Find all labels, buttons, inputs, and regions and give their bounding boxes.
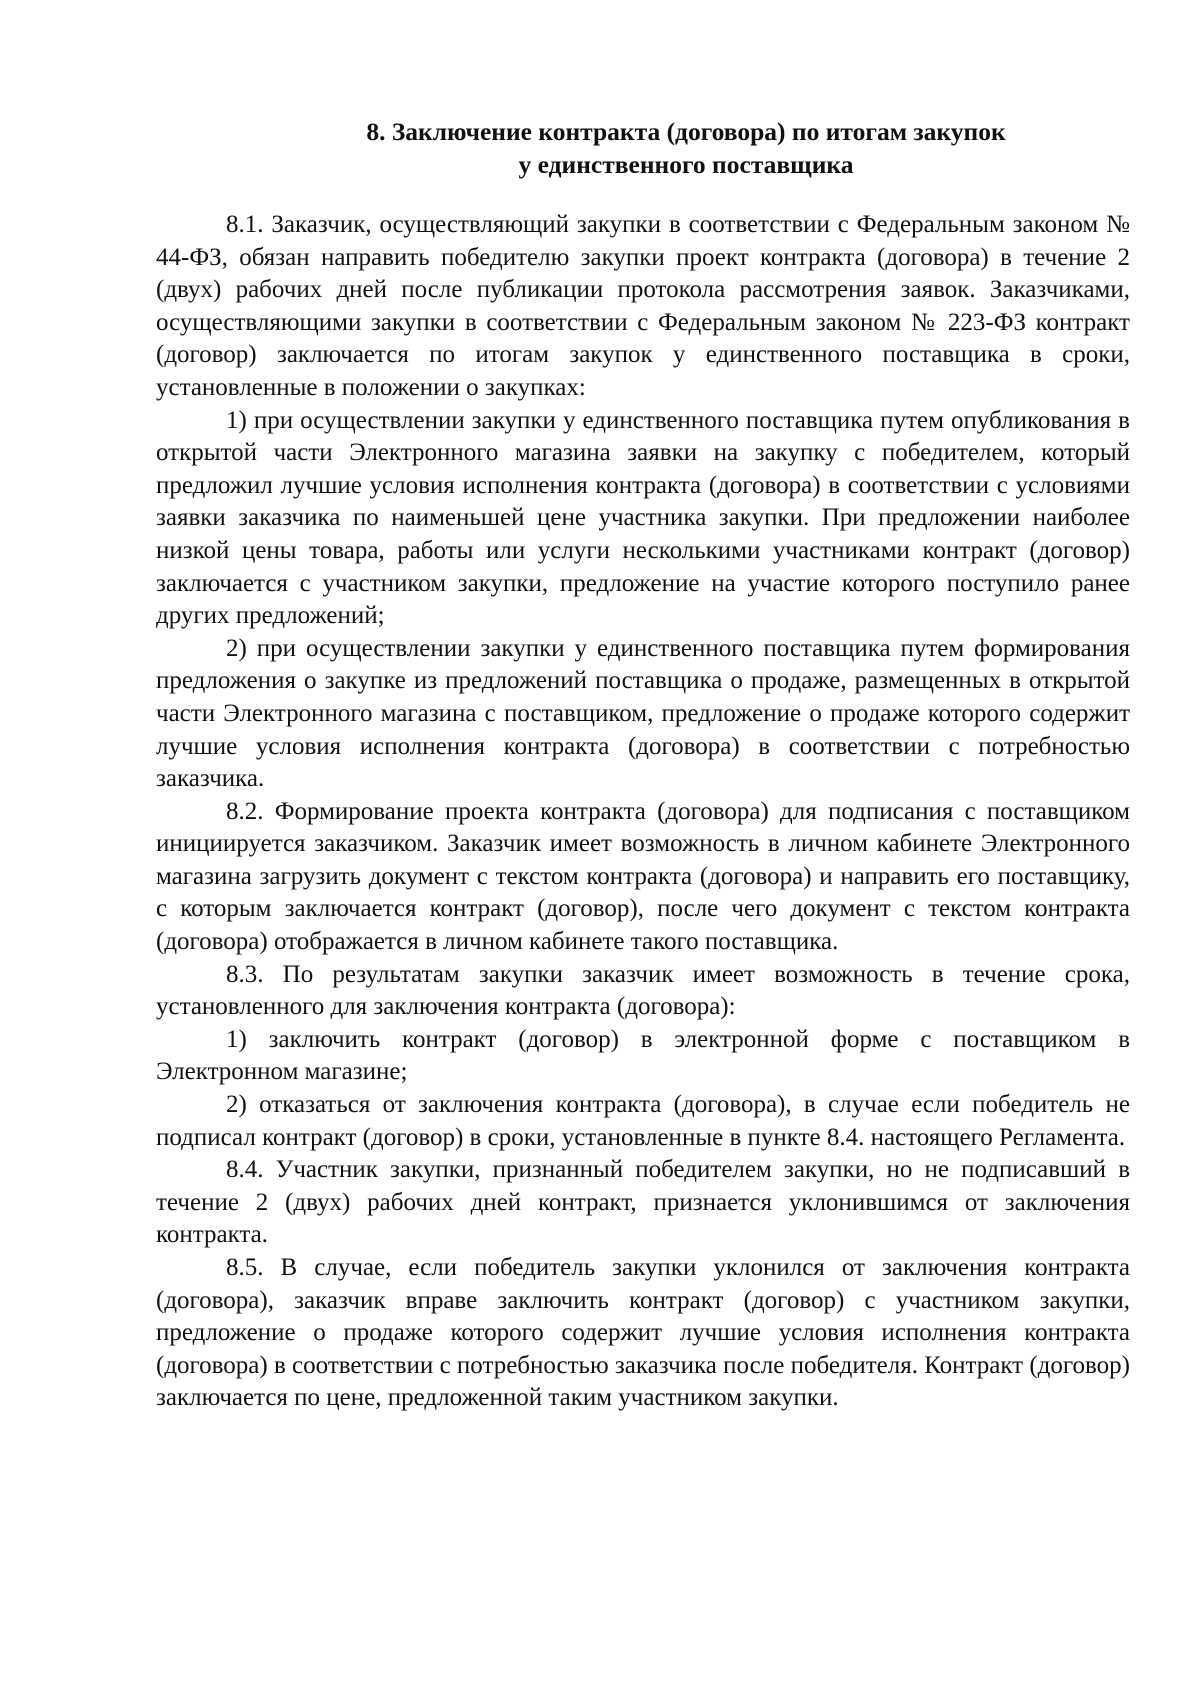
section-heading-line-1: 8. Заключение контракта (договора) по итогам закупок [366, 117, 1006, 146]
paragraph-8-5: 8.5. В случае, если победитель закупки уклонился от заключения контракта (договора), заказчик вправе заключить контракт (договор) с участником закупки, предложение о продаже которого содержит лучшие условия исполнения контракта (договора) в соответствии с потребностью заказчика после победителя. Контракт (договор) заключается по цене, предложенной таким участником закупки. [156, 1254, 1130, 1412]
paragraph-8-3: 8.3. По результатам закупки заказчик имеет возможность в течение срока, установленного для заключения контракта (договора): [156, 960, 1130, 1021]
document-body [156, 115, 1130, 1415]
paragraph-8-1-item-2: 2) при осуществлении закупки у единственного поставщика путем формирования предложения о закупке из предложений поставщика о продаже, размещенных в открытой части Электронного магазина с поставщиком, предложение о продаже которого содержит лучшие условия исполнения контракта (договора) в соответствии с потребностью заказчика. [156, 634, 1130, 793]
paragraph-8-2: 8.2. Формирование проекта контракта (договора) для подписания с поставщиком инициируется заказчиком. Заказчик имеет возможность в личном кабинете Электронного магазина загрузить документ с текстом контракта (договора) и направить его поставщику, с которым заключается контракт (договор), после чего документ с текстом контракта (договора) отображается в личном кабинете такого поставщика. [156, 797, 1130, 956]
section-heading-line-2: у единственного поставщика [518, 150, 854, 179]
section-heading [156, 115, 1130, 181]
paragraph-8-1-item-1: 1) при осуществлении закупки у единственного поставщика путем опубликования в открытой части Электронного магазина заявки на закупку с победителем, который предложил лучшие условия исполнения контракта (договора) в соответствии с условиями заявки заказчика по наименьшей цене участника закупки. При предложении наиболее низкой цены товара, работы или услуги несколькими участниками контракт (договор) заключается с участником закупки, предложение на участие которого поступило ранее других предложений; [156, 406, 1130, 630]
paragraph-8-1: 8.1. Заказчик, осуществляющий закупки в соответствии с Федеральным законом № 44-ФЗ, обязан направить победителю закупки проект контракта (договора) в течение 2 (двух) рабочих дней после публикации протокола рассмотрения заявок. Заказчиками, осуществляющими закупки в соответствии с Федеральным законом № 223-ФЗ контракт (договор) заключается по итогам закупок у единственного поставщика в сроки, установленные в положении о закупках: [156, 211, 1130, 401]
paragraph-8-3-item-1: 1) заключить контракт (договор) в электронной форме с поставщиком в Электронном магазине; [156, 1025, 1130, 1086]
paragraph-8-3-item-2: 2) отказаться от заключения контракта (договора), в случае если победитель не подписал контракт (договор) в сроки, установленные в пункте 8.4. настоящего Регламента. [156, 1091, 1130, 1151]
paragraph-8-4: 8.4. Участник закупки, признанный победителем закупки, но не подписавший в течение 2 (двух) рабочих дней контракт, признается уклонившимся от заключения контракта. [156, 1156, 1130, 1249]
